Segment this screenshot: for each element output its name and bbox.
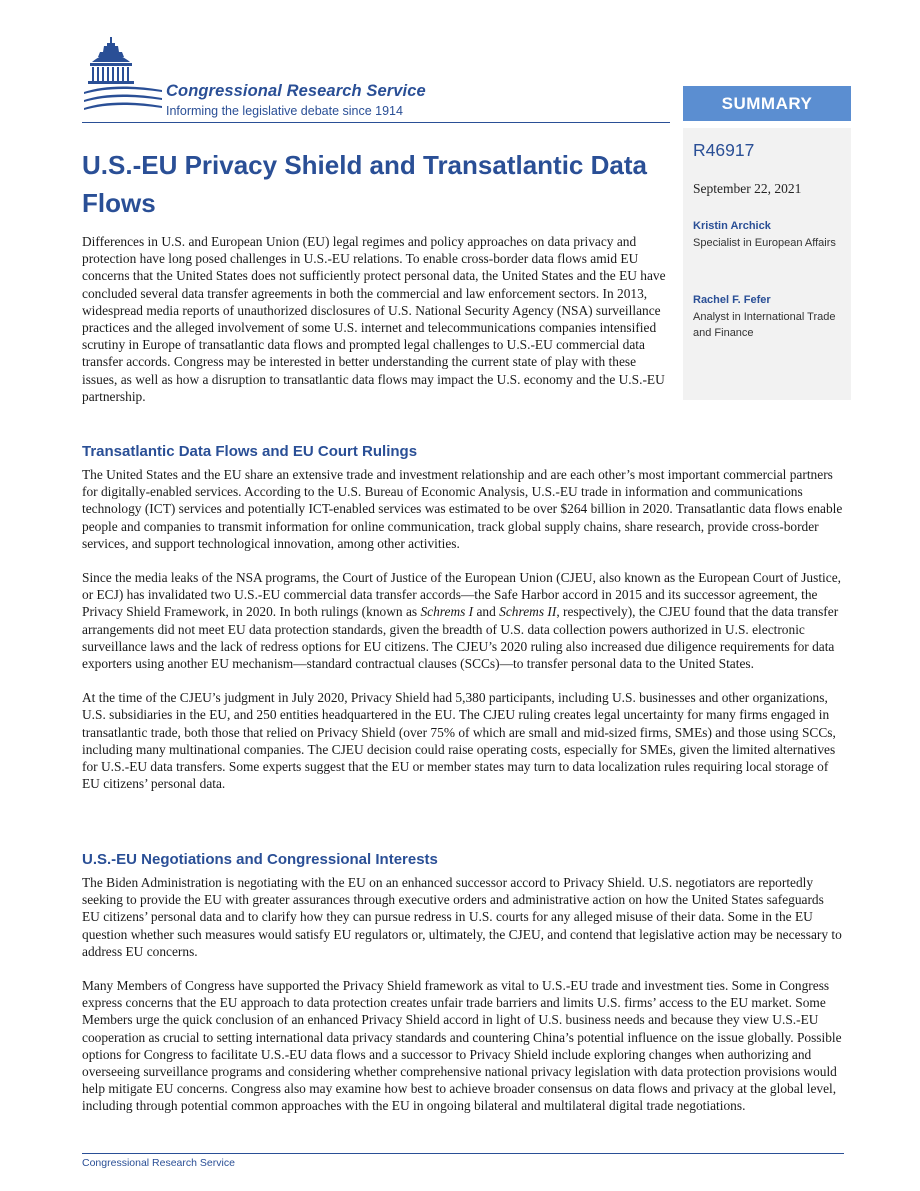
footer-divider (82, 1153, 844, 1154)
intro-paragraph: Differences in U.S. and European Union (EU) legal regimes and policy approaches on data privacy and protection have long posed challenges in U.S.-EU relations. To enable cross-border data flows amid EU concerns that the United States does not sufficiently protect personal data, the United States and the EU have concluded several data transfer agreements in both the commercial and law enforcement sectors. In 2013, widespread media reports of unauthorized disclosures of U.S. National Security Agency (NSA) surveillance practices and the alleged involvement of some U.S. internet and telecommunications companies intensified scrutiny in Europe of transatlantic data flows and prompted legal challenges to U.S.-EU commercial data transfer accords. Congress may be interested in better understanding the current state of play with these issues, as well as how a disruption to transatlantic data flows may impact the U.S. economy and the U.S.-EU partnership. (82, 234, 666, 404)
paragraph: At the time of the CJEU’s judgment in July 2020, Privacy Shield had 5,380 participants, including U.S. businesses and other organizations, U.S. subsidiaries in the EU, and 250 entities headquartered in the EU. The CJEU ruling creates legal uncertainty for many firms engaged in transatlantic trade, both those that relied on Privacy Shield (over 75% of which are small and mid-sized firms, SMEs) and those using SCCs, including many multinational companies. The CJEU decision could raise operating costs, especially for SMEs, given the limited alternatives for U.S.-EU data transfers. Some experts suggest that the EU or member states may turn to data localization rules requiring local storage of EU citizens’ personal data. (82, 690, 836, 792)
paragraph: Since the media leaks of the NSA programs, the Court of Justice of the European Union (CJEU, also known as the European Court of Justice, or ECJ) has invalidated two U.S.-EU commercial data transfer accords—the Safe Harbor accord in 2015 and its successor agreement, the Privacy Shield Framework, in 2020. In both rulings (known as Schrems I and Schrems II, respectively), the CJEU found that the data transfer arrangements did not meet EU data protection standards, given the breadth of U.S. data collection powers authorized in U.S. electronic surveillance laws and the lack of redress options for EU citizens. The CJEU’s 2020 ruling also increased due diligence requirements for data exporters using another EU mechanism—standard contractual clauses (SCCs)—to transfer personal data to the United States. (82, 570, 842, 672)
paragraph: The Biden Administration is negotiating with the EU on an enhanced successor accord to Privacy Shield. U.S. negotiators are reportedly seeking to provide the EU with greater assurances through executive orders and administrative action on how the United States safeguards EU citizens’ personal data and to clarify how they can pursue redress in U.S. courts for any alleged misuse of their data. Some in the EU question whether such measures would satisfy EU regulators or, ultimately, the CJEU, and contend that legislative action may be necessary to address EU concerns. (82, 875, 842, 959)
section-negotiations (82, 851, 844, 1115)
report-number: R46917 (693, 140, 755, 160)
author-title: Analyst in International Trade and Finance (693, 310, 836, 339)
header-divider (82, 122, 670, 123)
org-name: Congressional Research Service (166, 82, 426, 100)
footer-text: Congressional Research Service (82, 1157, 235, 1169)
paragraph: The United States and the EU share an extensive trade and investment relationship and are each other’s most important commercial partners for digitally-enabled services. According to the U.S. Bureau of Economic Analysis, U.S.-EU trade in information and communications technology (ICT) services and potentially ICT-enabled services was estimated to be over $264 billion in 2020. Transatlantic data flows enable people and companies to transmit information for online communication, track global supply chains, share research, provide cross-border services, and support technological innovation, among other activities. (82, 467, 843, 551)
summary-tab: SUMMARY (683, 86, 851, 121)
section-heading: U.S.-EU Negotiations and Congressional Interests (82, 851, 438, 868)
author-title: Specialist in European Affairs (693, 236, 836, 249)
author-2 (693, 292, 843, 342)
author-1 (693, 218, 843, 251)
author-name: Kristin Archick (693, 220, 771, 232)
crs-logo (84, 36, 684, 126)
section-data-flows (82, 443, 844, 792)
report-date: September 22, 2021 (693, 181, 802, 196)
author-name: Rachel F. Fefer (693, 294, 771, 306)
summary-sidebar (683, 128, 851, 400)
report-title: U.S.-EU Privacy Shield and Transatlantic Data Flows (82, 150, 647, 218)
paragraph: Many Members of Congress have supported the Privacy Shield framework as vital to U.S.-EU trade and investment ties. Some in Congress express concerns that the EU approach to data protection creates unfair trade barriers and limits U.S. firms’ access to the EU market. Some Members urge the quick conclusion of an enhanced Privacy Shield accord in light of U.S. business needs and because they view U.S.-EU cooperation as crucial to setting international data privacy standards and countering China’s potential influence on the issue globally. Possible options for Congress to facilitate U.S.-EU data flows and a successor to Privacy Shield include exploring changes when authorizing and overseeing surveillance programs and considering whether comprehensive national privacy legislation with data protection provisions would help mitigate EU concerns. Congress also may examine how best to achieve broader consensus on data flows and privacy at the global level, including through potential common approaches with the EU in ongoing bilateral and multilateral digital trade negotiations. (82, 978, 842, 1114)
org-tagline: Informing the legislative debate since 1914 (166, 104, 403, 118)
capitol-dome-icon (84, 36, 164, 120)
case-name: Schrems II (499, 604, 557, 620)
case-name: Schrems I (420, 604, 474, 620)
section-heading: Transatlantic Data Flows and EU Court Rulings (82, 443, 418, 460)
